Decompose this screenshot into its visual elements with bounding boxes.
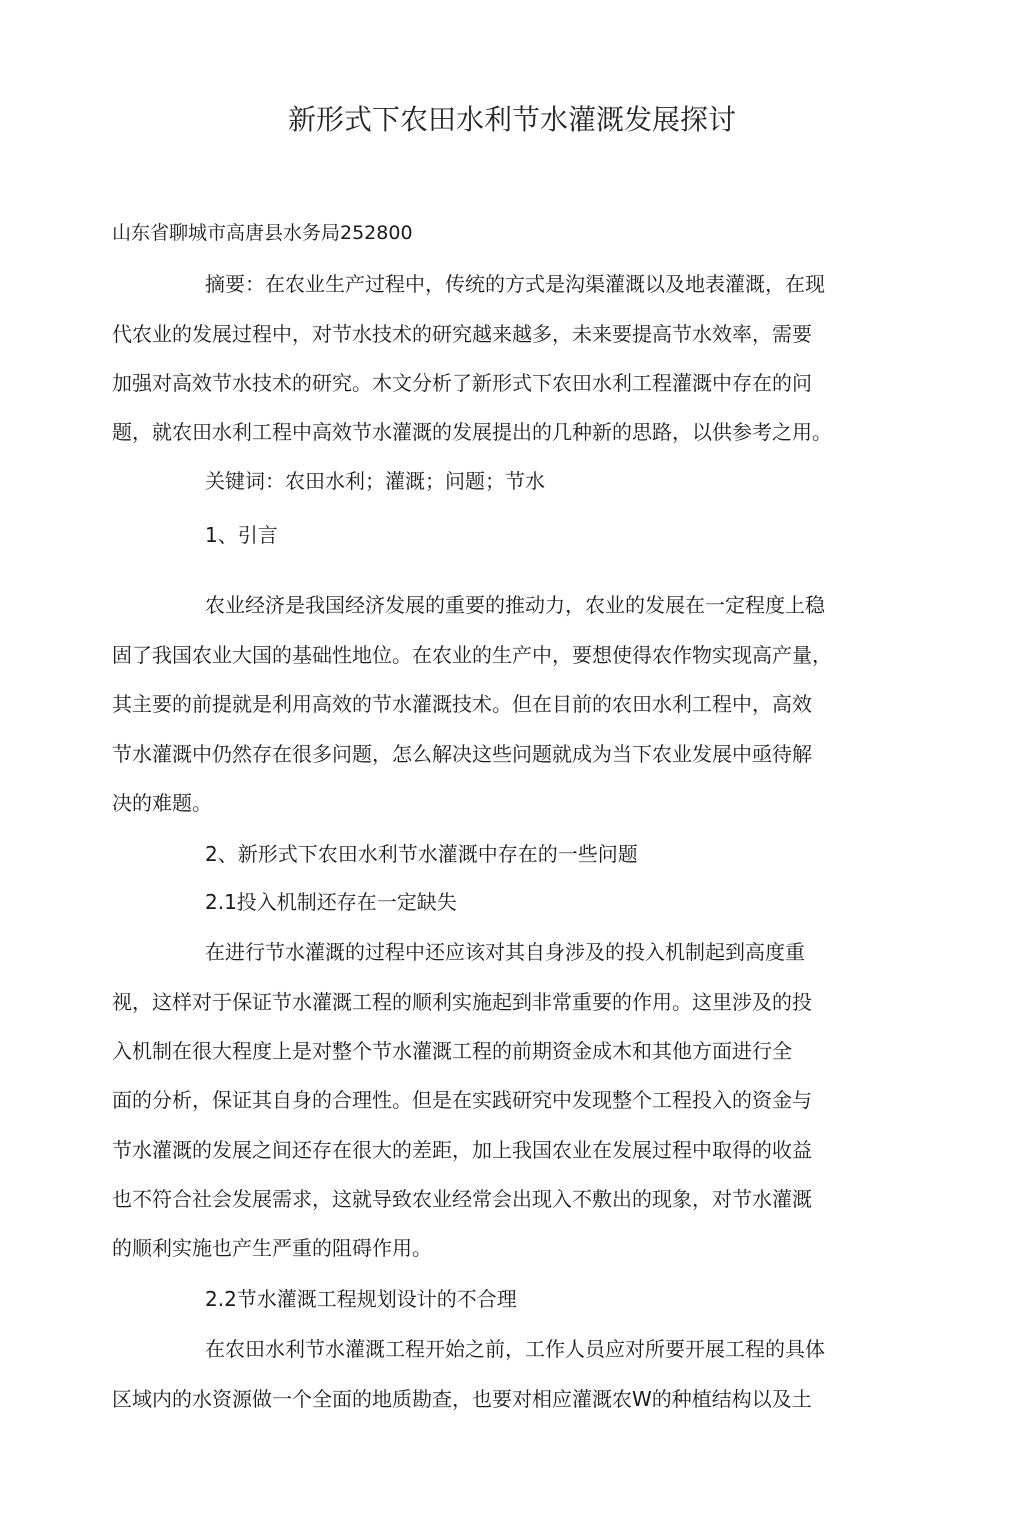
body-line: 区域内的水资源做一个全面的地质勘查，也要对相应灌溉农W的种植结构以及土 bbox=[112, 1387, 812, 1411]
abstract-line: 加强对高效节水技术的研究。木文分析了新形式下农田水利工程灌溉中存在的问 bbox=[112, 371, 812, 395]
body-line: 视，这样对于保证节水灌溉工程的顺利实施起到非常重要的作用。这里涉及的投 bbox=[112, 990, 812, 1014]
abstract-line: 摘要：在农业生产过程中，传统的方式是沟渠灌溉以及地表灌溉，在现 bbox=[205, 272, 825, 296]
body-line: 也不符合社会发展需求，这就导致农业经常会出现入不敷出的现象，对节水灌溉 bbox=[112, 1187, 812, 1211]
abstract-line: 题，就农田水利工程中高效节水灌溉的发展提出的几种新的思路，以供参考之用。 bbox=[112, 420, 832, 444]
body-line: 农业经济是我国经济发展的重要的推动力，农业的发展在一定程度上稳 bbox=[205, 593, 825, 617]
section-heading: 2、新形式下农田水利节水灌溉中存在的一些问题 bbox=[205, 842, 638, 866]
document-title: 新形式下农田水利节水灌溉发展探讨 bbox=[287, 103, 736, 136]
body-line: 决的难题。 bbox=[112, 791, 212, 815]
subsection-heading: 2.2节水灌溉工程规划设计的不合理 bbox=[205, 1287, 517, 1311]
body-line: 其主要的前提就是利用高效的节水灌溉技术。但在目前的农田水利工程中，高效 bbox=[112, 692, 812, 716]
author-affiliation: 山东省聊城市高唐县水务局252800 bbox=[112, 222, 413, 244]
body-line: 面的分析，保证其自身的合理性。但是在实践研究中发现整个工程投入的资金与 bbox=[112, 1088, 812, 1112]
body-line: 的顺利实施也产生严重的阻碍作用。 bbox=[112, 1236, 432, 1260]
body-line: 入机制在很大程度上是对整个节水灌溉工程的前期资金成木和其他方面进行全 bbox=[112, 1039, 792, 1063]
body-line: 固了我国农业大国的基础性地位。在农业的生产中，要想使得农作物实现高产量， bbox=[112, 643, 832, 667]
body-line: 节水灌溉的发展之间还存在很大的差距，加上我国农业在发展过程中取得的收益 bbox=[112, 1138, 812, 1162]
body-line: 在农田水利节水灌溉工程开始之前，工作人员应对所要开展工程的具体 bbox=[205, 1337, 825, 1361]
body-line: 节水灌溉中仍然存在很多问题，怎么解决这些问题就成为当下农业发展中亟待解 bbox=[112, 742, 812, 766]
body-line: 在进行节水灌溉的过程中还应该对其自身涉及的投入机制起到高度重 bbox=[205, 940, 805, 964]
abstract-line: 代农业的发展过程中，对节水技术的研究越来越多，未来要提高节水效率，需要 bbox=[112, 322, 812, 346]
subsection-heading: 2.1投入机制还存在一定缺失 bbox=[205, 890, 457, 914]
section-heading: 1、引言 bbox=[205, 523, 278, 547]
keywords-line: 关键词：农田水利；灌溉；问题；节水 bbox=[205, 469, 545, 493]
